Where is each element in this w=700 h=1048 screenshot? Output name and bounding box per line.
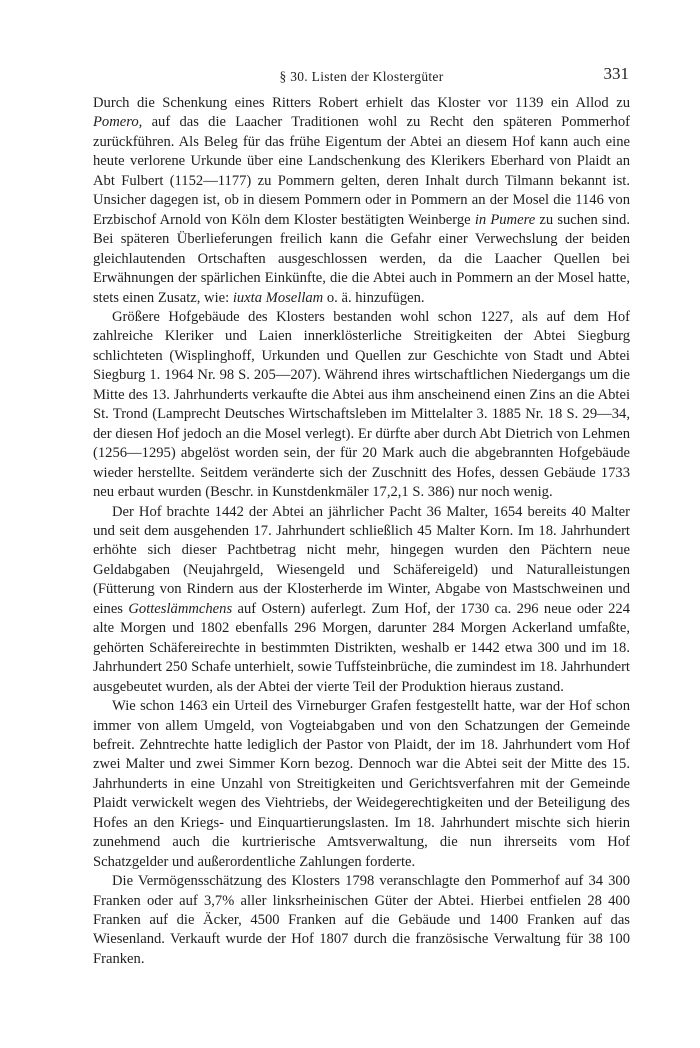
page-number: 331 bbox=[603, 64, 629, 83]
italic-term: in Pumere bbox=[474, 211, 536, 228]
paragraph-3 bbox=[93, 503, 630, 698]
paragraph-1 bbox=[93, 94, 630, 308]
text-run: Die Vermögensschätzung des Klosters 1798 veranschlagte den Pommerhof auf 34 300 Franken oder auf 3,7% aller linksrheinischen Güter der Abtei. Hierbei entfielen 28 400 Franken auf die Äcker, 4500 Franken auf die Gebäude und 1400 Franken auf das Wiesenland. Verkauft wurde der Hof 1807 durch die französische Verwaltung für 38 100 Franken. bbox=[93, 873, 630, 967]
paragraph-5 bbox=[93, 872, 630, 969]
paragraph-4 bbox=[93, 697, 630, 872]
section-title: § 30. Listen der Klostergüter bbox=[279, 69, 444, 84]
text-run: Durch die Schenkung eines Ritters Robert erhielt das Kloster vor 1139 ein Allod zu bbox=[93, 95, 630, 111]
italic-term: Gotteslämmchens bbox=[128, 600, 233, 617]
body-text bbox=[93, 94, 630, 969]
text-run: auf das die Laacher Traditionen wohl zu Recht den späteren Pommerhof zurückführen. Als Beleg für das frühe Eigentum der Abtei an diesem Hof kann auch eine heute verlorene Urkunde über eine Landschenkung des Klerikers Eberhard von Plaidt an Abt Fulbert (1152—1177) zu Pommern gelten, deren Inhalt durch Tilmann bekannt ist. Unsicher dagegen ist, ob in diesem Pommern oder in Pommern an der Mosel die 1146 von Erzbischof Arnold von Köln dem Kloster bestätigten Weinberge bbox=[93, 114, 630, 228]
italic-term: Pomero, bbox=[93, 114, 143, 131]
text-run: Wie schon 1463 ein Urteil des Virneburger Grafen festgestellt hatte, war der Hof schon immer von allem Umgeld, von Vogteiabgaben und von den Schatzungen der Gemeinde befreit. Zehntrechte hatte lediglich der Pastor von Plaidt, der im 18. Jahrhundert vom Hof zwei Malter und zwei Simmer Korn bezog. Dennoch war die Abtei seit der Mitte des 15. Jahrhunderts in eine Unzahl von Streitigkeiten und Gerichtsverfahren mit der Gemeinde Plaidt verwickelt wegen des Viehtriebs, der Weidegerechtigkeiten und der Beteiligung des Hofes an den Kriegs- und Einquartierungslasten. Im 18. Jahrhundert mischte sich hierin zunehmend auch die kurtrierische Amtsverwaltung, die nun ihrerseits vom Hof Schatzgelder und außerordentliche Zahlungen forderte. bbox=[93, 698, 630, 870]
text-run: auf Ostern) auferlegt. Zum Hof, der 1730 ca. 296 neue oder 224 alte Morgen und 1802 ebenfalls 296 Morgen, darunter 284 Morgen Ackerland umfaßte, gehörten Schäfereirechte in bestimmten Distrikten, weshalb er 1442 etwa 300 und im 18. Jahrhundert 250 Schafe unterhielt, sowie Tuffsteinbrüche, die zumindest im 18. Jahrhundert ausgebeutet wurden, als der Abtei der vierte Teil der Produktion hieraus zustand. bbox=[93, 600, 630, 695]
text-run: Größere Hofgebäude des Klosters bestanden wohl schon 1227, als auf dem Hof zahlreiche Kleriker und Laien innerklösterliche Streitigkeiten der Abtei Siegburg schlichteten (Wisplinghoff, Urkunden und Quellen zur Geschichte von Stadt und Abtei Siegburg 1. 1964 Nr. 98 S. 205—207). Während ihres wirtschaftlichen Niedergangs um die Mitte des 13. Jahrhunderts verkaufte die Abtei aus ihm anscheinend einen Zins an die Abtei St. Trond (Lamprecht Deutsches Wirtschaftsleben im Mittelalter 3. 1885 Nr. 18 S. 29—34, der diesen Hof jedoch an die Mosel verlegt). Er dürfte aber durch Abt Dietrich von Lehmen (1256—1295) abgelöst worden sein, der für 20 Mark auch die abgebrannten Hofgebäude wieder herstellte. Seitdem veränderte sich der Zuschnitt des Hofes, dessen Gebäude 1733 neu erbaut wurden (Beschr. in Kunstdenkmäler 17,2,1 S. 386) nur noch wenig. bbox=[93, 308, 630, 501]
text-run: Der Hof brachte 1442 der Abtei an jährlicher Pacht 36 Malter, 1654 bereits 40 Malter und seit dem ausgehenden 17. Jahrhundert schließlich 45 Malter Korn. Im 18. Jahrhundert erhöhte sich dieser Pachtbetrag nicht mehr, hingegen wurden den Pächtern neue Geldabgaben (Neujahrgeld, Wiesengeld und Schäfereigeld) und Naturalleistungen (Fütterung von Rindern aus der Klosterherde im Winter, Abgabe von Mastschweinen und eines bbox=[93, 503, 630, 617]
book-page bbox=[93, 64, 630, 969]
text-run: zu suchen sind. Bei späteren Überlieferungen freilich kann die Gefahr einer Verwechslung der beiden gleichlautenden Ortschaften ausgeschlossen werden, da die Laacher Quellen bei Erwähnungen der spärlichen Einkünfte, die die Abtei auch in Pommern an der Mosel hatte, stets einen Zusatz, wie: bbox=[93, 211, 630, 306]
paragraph-2 bbox=[93, 308, 630, 503]
running-head bbox=[93, 64, 630, 94]
italic-term: iuxta Mosellam bbox=[232, 289, 324, 306]
text-run: o. ä. hinzufügen. bbox=[323, 289, 425, 306]
